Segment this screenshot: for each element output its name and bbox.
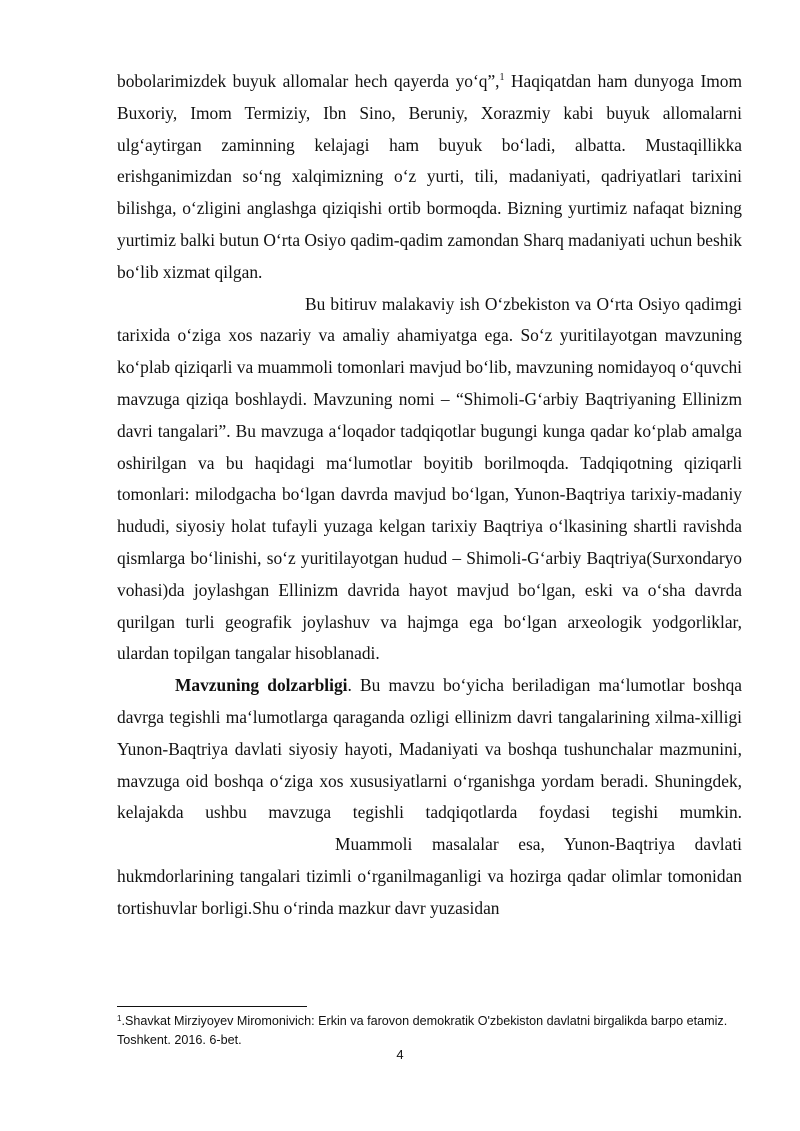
relevance-rest: Muammoli masalalar esa, Yunon-Baqtriya davlati hukmdorlarining tangalari tizimli o‘rganilmaganligi va hozirga qadar olimlar tomonidan tortishuvlar borligi.Shu o‘rinda mazkur davr yuzasidan: [117, 834, 742, 918]
footnote: [117, 1012, 747, 1050]
paragraph-thesis: Bu bitiruv malakaviy ish O‘zbekiston va O‘rta Osiyo qadimgi tarixida o‘ziga xos nazariy va amaliy ahamiyatga ega. So‘z yuritilayotgan mavzuning ko‘plab qiziqarli va muammoli tomonlari mavjud bo‘lib, mavzuning nomidayoq o‘quvchi mavzuga qiziqa boshlaydi. Mavzuning nomi – “Shimoli-G‘arbiy Baqtriyaning Ellinizm davri tangalari”. Bu mavzuga a‘loqador tadqiqotlar bugungi kunga qadar ko‘plab amalga oshirilgan va bu haqidagi ma‘lumotlar boyitib borilmoqda. Tadqiqotning qiziqarli tomonlari: milodgacha bo‘lgan davrda mavjud bo‘lgan, Yunon-Baqtriya tarixiy-madaniy hududi, siyosiy holat tufayli yuzaga kelgan tarixiy Baqtriya o‘lkasining shartli ravishda qismlarga bo‘linishi, so‘z yuritilayotgan hudud – Shimoli-G‘arbiy Baqtriya(Surxondaryo vohasi)da joylashgan Ellinizm davrida hayot mavjud bo‘lgan, eski va o‘sha davrda qurilgan turli geografik joylashuv va hajmga ega bo‘lgan arxeologik yodgorliklar, ulardan topilgan tangalar hisoblanadi.: [117, 293, 742, 664]
page-number: 4: [396, 1047, 404, 1062]
footnote-reference: 1: [499, 72, 505, 83]
relevance-heading: Mavzuning dolzarbligi: [175, 675, 348, 696]
paragraph-intro-rest: Haqiqatdan ham dunyoga Imom Buxoriy, Imom Termiziy, Ibn Sino, Beruniy, Xorazmiy kabi buyuk allomalarni ulg‘aytirgan zaminning kelajagi ham buyuk bo‘ladi, albatta. Mustaqillikka erishganimizdan so‘ng xalqimizning o‘z yurti, tili, madaniyati, qadriyatlari tarixini bilishga, o‘zligini anglashga qiziqishi ortib bormoqda. Bizning yurtimiz nafaqat bizning yurtimiz balki butun O‘rta Osiyo qadim-qadim zamondan Sharq madaniyati uchun beshik bo‘lib xizmat qilgan.: [117, 71, 742, 282]
paragraph-relevance: [117, 670, 742, 924]
footnote-marker: 1: [117, 1014, 122, 1023]
footnote-divider: [117, 1006, 307, 1007]
footnote-text: .Shavkat Mirziyoyev Miromonivich: Erkin va farovon demokratik O'zbekiston davlatni birgalikda barpo etamiz. Toshkent. 2016. 6-bet.: [117, 1014, 728, 1047]
paragraph-intro-text: bobolarimizdek buyuk allomalar hech qayerda yo‘q”,: [117, 71, 500, 91]
paragraph-intro: [117, 66, 742, 289]
relevance-text: . Bu mavzu bo‘yicha beriladigan ma‘lumotlar boshqa davrga tegishli ma‘lumotlarga qaraganda ozligi ellinizm davri tangalarining xilma-xilligi Yunon-Baqtriya davlati siyosiy hayoti, Madaniyati va boshqa tushunchalar mazmunini, mavzuga oid boshqa o‘ziga xos xususiyatlarni o‘rganishga yordam beradi. Shuningdek, kelajakda ushbu mavzuga tegishli tadqiqotlarda foydasi tegishi mumkin.: [117, 675, 742, 823]
document-body: [117, 66, 742, 925]
